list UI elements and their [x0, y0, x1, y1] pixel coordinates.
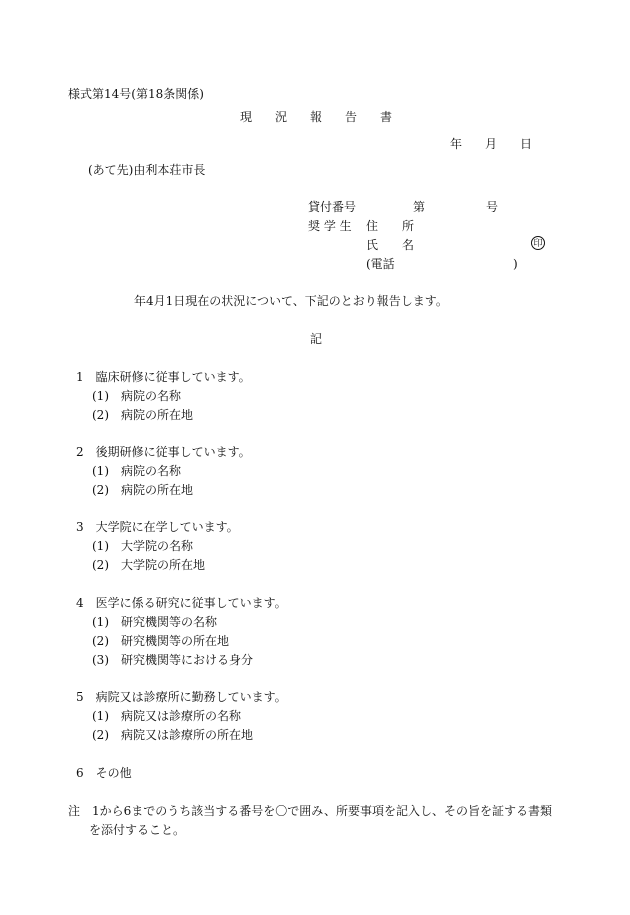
loan-number-go: 号	[486, 200, 499, 214]
date-day: 日	[520, 137, 533, 151]
section-heading: 5 病院又は診療所に勤務しています。	[76, 690, 287, 704]
ki-heading: 記	[310, 332, 323, 346]
section-item: (2) 病院又は診療所の所在地	[92, 728, 253, 742]
section-heading: 4 医学に係る研究に従事しています。	[76, 596, 287, 610]
section-heading: 2 後期研修に従事しています。	[76, 445, 251, 459]
note-line-1: 注 1から6までのうち該当する番号を〇で囲み、所要事項を記入し、その旨を証する書類	[68, 804, 552, 818]
section-item: (2) 研究機関等の所在地	[92, 634, 229, 648]
section-item: (1) 研究機関等の名称	[92, 615, 217, 629]
title-char: 書	[380, 110, 393, 124]
section-item: (2) 病院の所在地	[92, 408, 193, 422]
phone-close: )	[513, 257, 518, 271]
name-label: 氏 名	[366, 238, 415, 252]
section-item: (1) 病院の名称	[92, 464, 181, 478]
section-item: (2) 大学院の所在地	[92, 558, 205, 572]
section-item: (3) 研究機関等における身分	[92, 653, 253, 667]
title-char: 報	[310, 110, 323, 124]
title-char: 況	[275, 110, 288, 124]
phone-open: (電話	[366, 257, 395, 271]
section-heading: 6 その他	[76, 766, 132, 780]
seal-mark: 印	[531, 236, 545, 250]
section-heading: 3 大学院に在学しています。	[76, 520, 239, 534]
form-number: 様式第14号(第18条関係)	[68, 87, 204, 101]
loan-number-label: 貸付番号	[308, 200, 357, 214]
addressee: (あて先)由利本荘市長	[88, 163, 206, 177]
loan-number-dai: 第	[413, 200, 426, 214]
section-item: (1) 大学院の名称	[92, 539, 193, 553]
address-label: 住 所	[366, 219, 415, 233]
title-char: 現	[240, 110, 253, 124]
date-month: 月	[485, 137, 498, 151]
section-item: (1) 病院又は診療所の名称	[92, 709, 241, 723]
intro-text: 年4月1日現在の状況について、下記のとおり報告します。	[134, 294, 448, 308]
note-line-2: を添付すること。	[89, 823, 186, 837]
scholar-label: 奨 学 生	[308, 219, 352, 233]
section-item: (1) 病院の名称	[92, 389, 181, 403]
date-year: 年	[450, 137, 463, 151]
section-heading: 1 臨床研修に従事しています。	[76, 370, 251, 384]
section-item: (2) 病院の所在地	[92, 483, 193, 497]
title-char: 告	[345, 110, 358, 124]
